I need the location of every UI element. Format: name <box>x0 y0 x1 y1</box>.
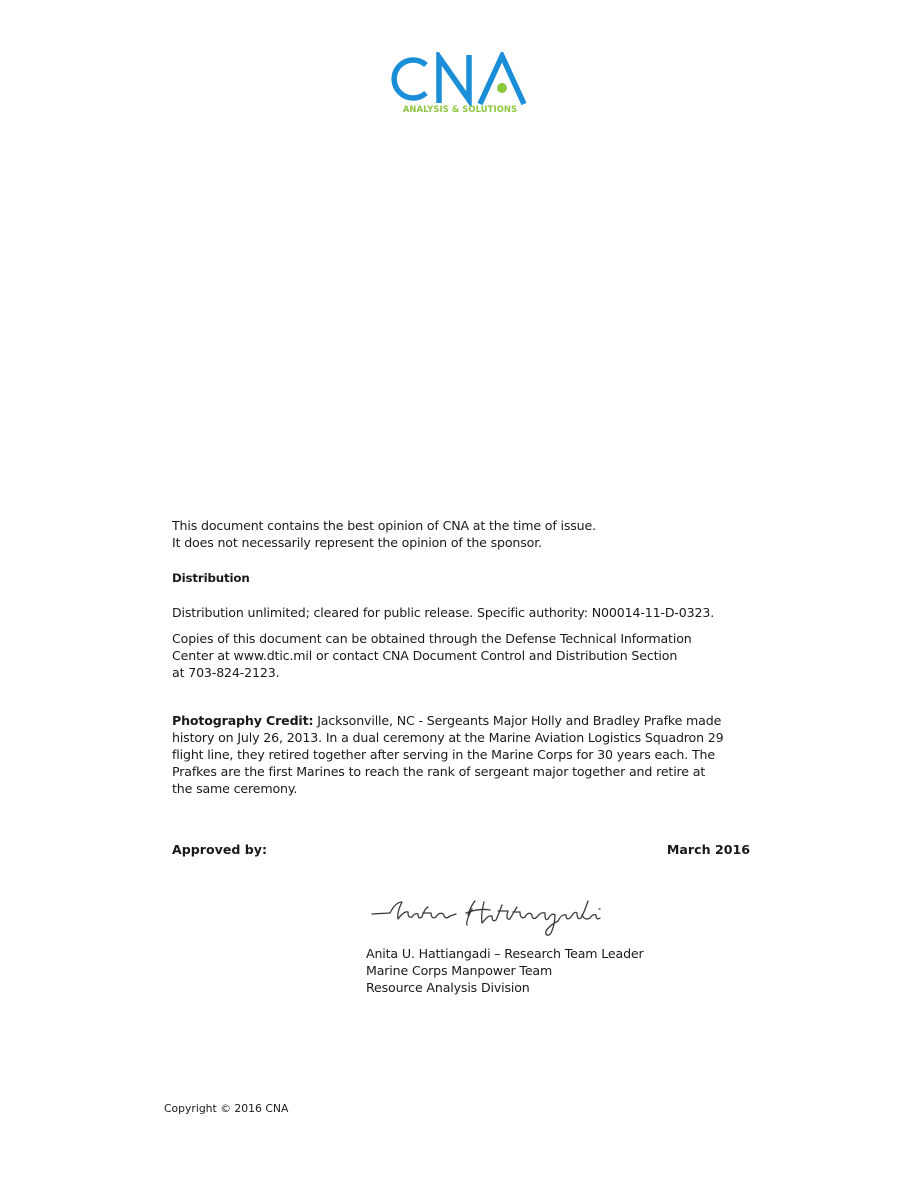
photo-credit-line-5: the same ceremony. <box>172 781 298 796</box>
photo-credit-line-1: Jacksonville, NC - Sergeants Major Holly and Bradley Prafke made <box>313 713 722 728</box>
signer-name-title: Anita U. Hattiangadi – Research Team Leader <box>366 946 644 961</box>
signature-image <box>368 893 614 943</box>
cna-logo <box>388 52 530 118</box>
distribution-statement: Distribution unlimited; cleared for public release. Specific authority: N00014-11-D-0323. <box>172 605 715 620</box>
disclaimer-line-1: This document contains the best opinion of CNA at the time of issue. <box>172 518 596 533</box>
approval-date: March 2016 <box>666 842 750 857</box>
copies-line-1: Copies of this document can be obtained through the Defense Technical Information <box>172 631 692 646</box>
photo-credit <box>172 712 762 797</box>
signer-block <box>366 945 644 996</box>
distribution-heading: Distribution <box>172 571 250 585</box>
approved-by-label: Approved by: <box>172 842 268 857</box>
photo-credit-label: Photography Credit: <box>172 713 314 728</box>
disclaimer-line-2: It does not necessarily represent the opinion of the sponsor. <box>172 535 542 550</box>
signer-division: Resource Analysis Division <box>366 980 530 995</box>
logo-tagline: ANALYSIS & SOLUTIONS <box>402 104 518 114</box>
copies-line-3: at 703-824-2123. <box>172 665 280 680</box>
copies-line-2: Center at www.dtic.mil or contact CNA Document Control and Distribution Section <box>172 648 678 663</box>
cna-logo-wordmark <box>388 52 530 106</box>
disclaimer <box>172 517 762 551</box>
photo-credit-line-4: Prafkes are the first Marines to reach the rank of sergeant major together and retire at <box>172 764 706 779</box>
signer-team: Marine Corps Manpower Team <box>366 963 553 978</box>
photo-credit-line-2: history on July 26, 2013. In a dual ceremony at the Marine Aviation Logistics Squadron 29 <box>172 730 724 745</box>
copyright-notice: Copyright © 2016 CNA <box>164 1102 289 1115</box>
photo-credit-line-3: flight line, they retired together after serving in the Marine Corps for 30 years each. The <box>172 747 715 762</box>
copies-paragraph <box>172 630 762 681</box>
